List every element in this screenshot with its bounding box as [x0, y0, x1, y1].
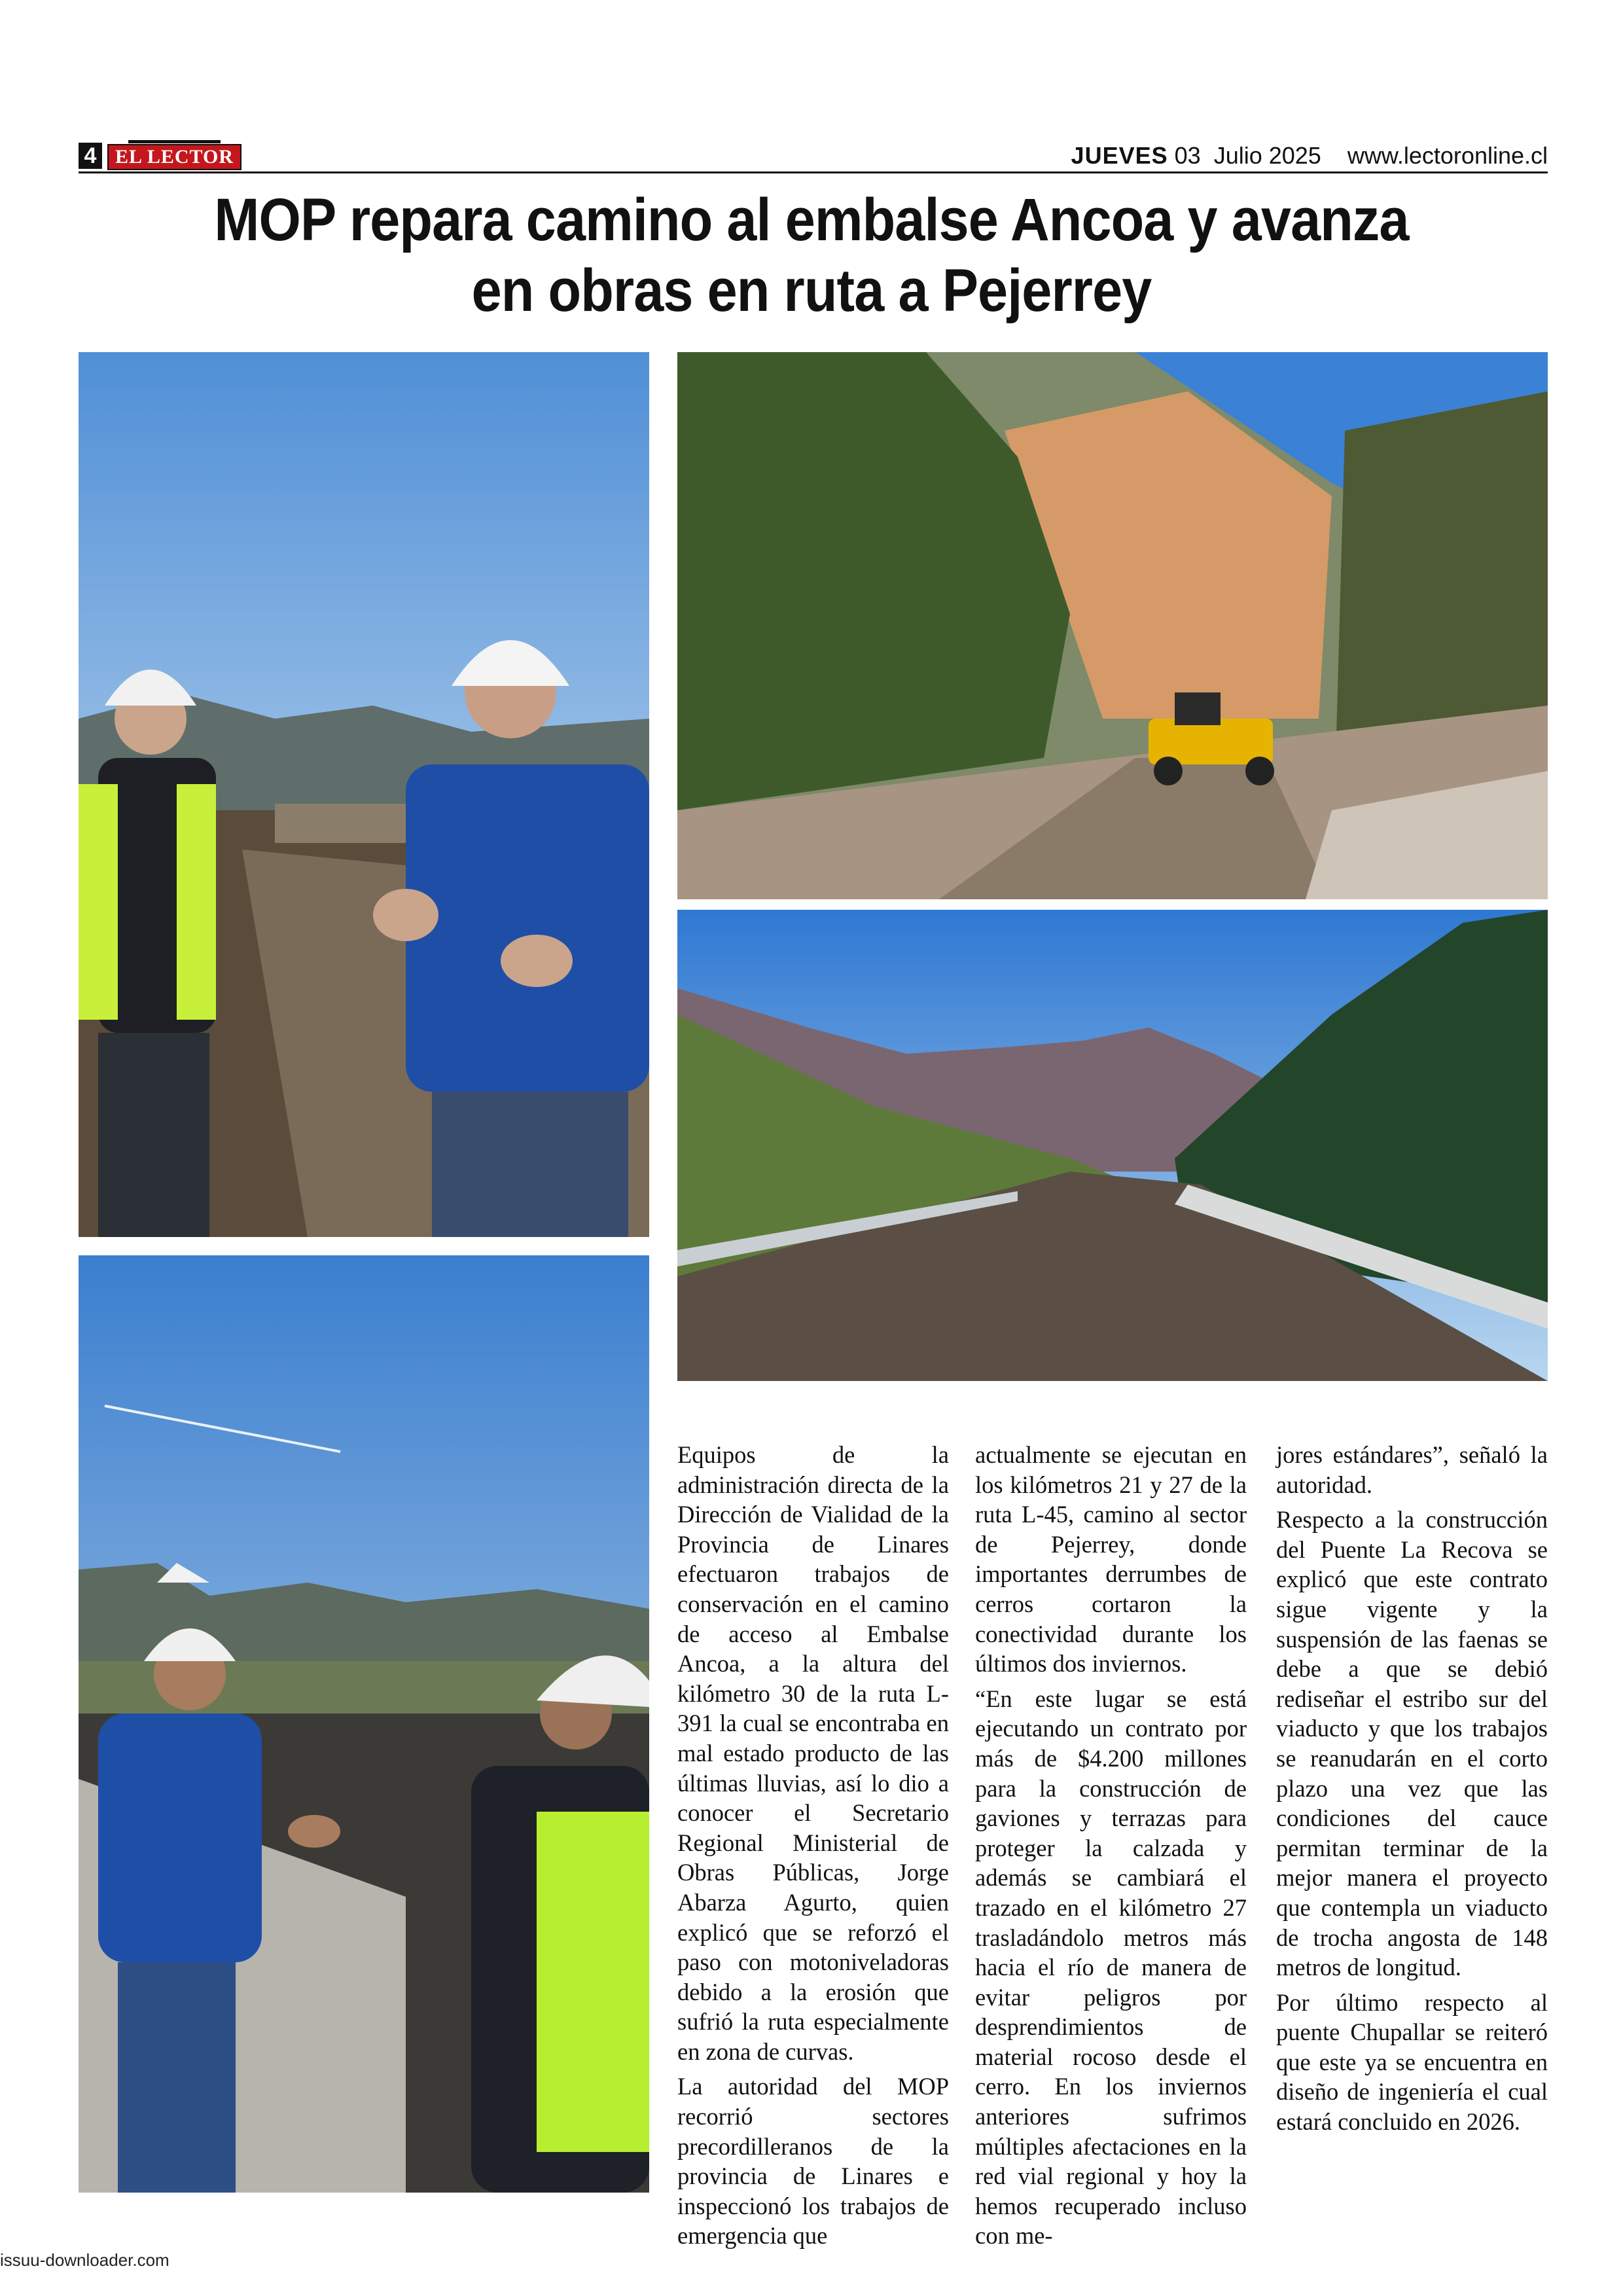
photo-officials-construction-site: [79, 352, 649, 1237]
photo-road-grader-slope: [677, 352, 1548, 899]
page-header: [79, 139, 1548, 173]
article-column-2: [975, 1440, 1247, 2256]
header-date: 03 Julio 2025: [1174, 142, 1321, 169]
article-paragraph: actualmente se ejecutan en los kilómetros 21 y 27 de la ruta L-45, camino al sector de Pejerrey, donde importantes derrumbes de cerros cortaron la conectividad durante los últimos dos inviernos.: [975, 1441, 1247, 1677]
article-paragraph: Equipos de la administración directa de la Dirección de Vialidad de la Provincia de Linares efectuaron trabajos de conservación en el camino de acceso al Embalse Ancoa, a la altura del kilómetro 30 de la ruta L-391 la cual se encontraba en mal estado producto de las últimas lluvias, así lo dio a conocer el Secretario Regional Ministerial de Obras Públicas, Jorge Abarza Agurto, quien explicó que se reforzó el paso con motoniveladoras debido a la erosión que sufrió la ruta especialmente en zona de curvas.: [677, 1441, 949, 2065]
article-paragraph: Por último respecto al puente Chupallar se reiteró que este ya se encuentra en diseño de ingeniería el cual estará concluido en 2026.: [1276, 1988, 1548, 2136]
article-paragraph: “En este lugar se está ejecutando un contrato por más de $4.200 millones para la construcción de gaviones y terrazas para proteger la calzada y además se cambiará el trazado en el kilómetro 27 trasladándolo metros más hacia el río de manera de evitar peligros por desprendimientos de material rocoso desde el cerro. En los inviernos anteriores sufrimos múltiples afectaciones en la red vial regional y hoy la hemos recuperado incluso con me-: [975, 1685, 1247, 2250]
article-title-line2: en obras en ruta a Pejerrey: [471, 257, 1152, 324]
photo-officials-river: [79, 1255, 649, 2193]
newspaper-logo: EL LECTOR: [107, 144, 241, 170]
header-day: JUEVES: [1071, 142, 1168, 169]
article-paragraph: jores estándares”, señaló la autoridad.: [1276, 1441, 1548, 1498]
photo-valley-road: [677, 910, 1548, 1381]
article-title-line1: MOP repara camino al embalse Ancoa y avanza: [214, 187, 1409, 253]
header-website: www.lectoronline.cl: [1347, 142, 1548, 169]
page-number: 4: [79, 143, 102, 169]
article-paragraph: Respecto a la construcción del Puente La Recova se explicó que este contrato sigue vigente y la suspensión de las faenas se debe a que se debió rediseñar el estribo sur del viaducto y que los trabajos se reanudarán en el corto plazo una vez que las condiciones del cauce permitan terminar de la mejor manera el proyecto que contempla un viaducto de trocha angosta de 148 metros de longitud.: [1276, 1506, 1548, 1981]
article-paragraph: La autoridad del MOP recorrió sectores precordilleranos de la provincia de Linares e inspeccionó los trabajos de emergencia que: [677, 2073, 949, 2250]
article-title: [199, 185, 1424, 326]
watermark-link[interactable]: issuu-downloader.com: [0, 2250, 169, 2270]
article-column-1: [677, 1440, 949, 2256]
article-column-3: [1276, 1440, 1548, 2142]
header-dateline: [1071, 141, 1548, 170]
